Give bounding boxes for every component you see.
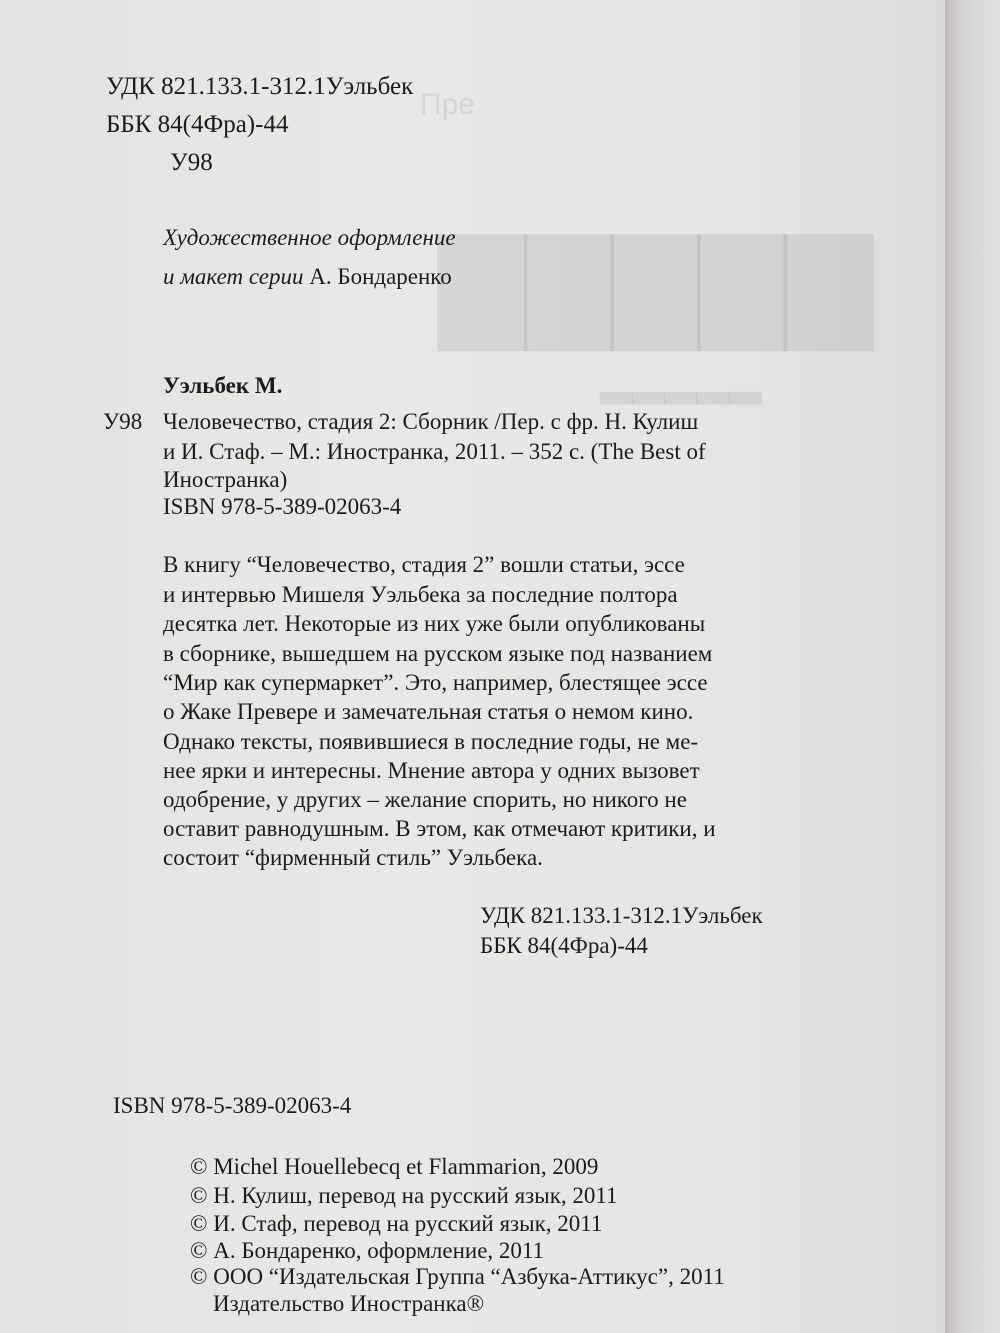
- annotation-line: В книгу “Человечество, стадия 2” вошли статьи, эссе: [163, 552, 685, 577]
- designer-name: А. Бондаренко: [303, 264, 452, 289]
- copyright-line: © ООО “Издательская Группа “Азбука-Аттикус”, 2011: [190, 1264, 725, 1289]
- annotation-line: и интервью Мишеля Уэльбека за последние полтора: [163, 582, 678, 607]
- copyright-line: © И. Стаф, перевод на русский язык, 2011: [190, 1211, 603, 1236]
- udk-code-bottom: УДК 821.133.1-312.1Уэльбек: [480, 903, 763, 928]
- annotation-line: Однако тексты, появившиеся в последние годы, не ме-: [163, 729, 699, 754]
- card-author: Уэльбек М.: [163, 373, 283, 398]
- udk-code-top: УДК 821.133.1-312.1Уэльбек: [106, 73, 414, 100]
- design-credit-line1: Художественное оформление: [163, 225, 456, 250]
- card-index: У98: [103, 409, 143, 434]
- copyright-line: © Michel Houellebecq et Flammarion, 2009: [190, 1154, 599, 1179]
- author-mark-top: У98: [170, 149, 213, 176]
- copyright-line: © А. Бондаренко, оформление, 2011: [190, 1238, 545, 1263]
- design-credit-line2: [163, 264, 452, 290]
- card-line: и И. Стаф. – М.: Иностранка, 2011. – 352 с. (The Best of: [163, 439, 706, 464]
- publisher-name: Издательство Иностранка®: [213, 1291, 485, 1316]
- bbk-code-top: ББК 84(4Фра)-44: [106, 111, 289, 138]
- isbn-bottom: ISBN 978-5-389-02063-4: [113, 1093, 352, 1118]
- page-gutter: [945, 0, 1000, 1333]
- annotation-line: в сборнике, вышедшем на русском языке под названием: [163, 641, 713, 666]
- design-credit-series: и макет серии: [163, 264, 304, 289]
- bbk-code-bottom: ББК 84(4Фра)-44: [480, 933, 648, 958]
- annotation-line: состоит “фирменный стиль” Уэльбека.: [163, 845, 543, 870]
- annotation-line: оставит равнодушным. В этом, как отмечают критики, и: [163, 816, 716, 841]
- annotation-line: нее ярки и интересны. Мнение автора у одних вызовет: [163, 758, 700, 783]
- annotation-line: о Жаке Превере и замечательная статья о немом кино.: [163, 699, 694, 724]
- card-isbn: ISBN 978-5-389-02063-4: [163, 494, 402, 519]
- annotation-line: одобрение, у других – желание спорить, но никого не: [163, 787, 687, 812]
- card-line: Человечество, стадия 2: Сборник /Пер. с фр. Н. Кулиш: [163, 409, 699, 434]
- annotation-line: десятка лет. Некоторые из них уже были опубликованы: [163, 611, 706, 636]
- annotation-line: “Мир как супермаркет”. Это, например, блестящее эссе: [163, 670, 708, 695]
- card-line: Иностранка): [163, 467, 288, 492]
- copyright-line: © Н. Кулиш, перевод на русский язык, 2011: [190, 1183, 618, 1208]
